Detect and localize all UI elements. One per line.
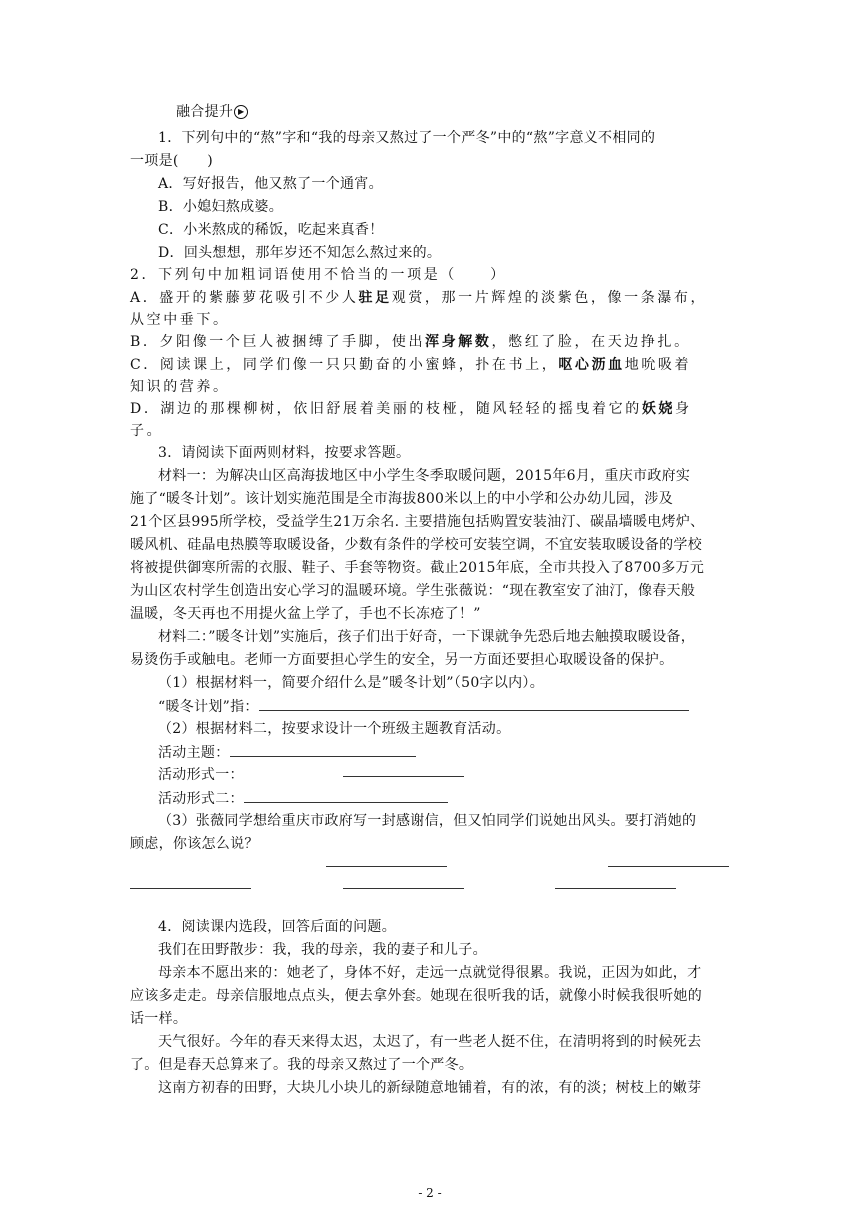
- activity-form1-label: 活动形式一：: [158, 767, 244, 783]
- q2-option-c-line2: 知识的营养。: [130, 379, 230, 395]
- q2-option-a-line1: [130, 288, 707, 308]
- q3-material2-line2: 易烫伤手或触电。老师一方面要担心学生的安全，另一方面还要担心取暖设备的保护。: [130, 652, 674, 668]
- q3-sub3-prompt-line1: （3）张薇同学想给重庆市政府写一封感谢信，但又怕同学们说她出风头。要打消她的: [158, 813, 697, 829]
- activity-form1-row: [158, 765, 244, 785]
- q2-b-text: B．夕阳像一个巨人被捆缚了手脚，使出: [130, 334, 426, 350]
- q2-b-bold-word: 浑身解数: [425, 334, 492, 350]
- q1-option-b: B．小媳妇熬成婆。: [158, 199, 283, 215]
- q2-a-text-rest: 观赏，那一片辉煌的淡紫色，像一条瀑布，: [391, 290, 708, 306]
- activity-topic-row: [158, 742, 416, 763]
- q3-sub1-answer-row: [158, 696, 689, 717]
- q2-option-d-line2: 子。: [130, 423, 164, 439]
- q4-passage-p2-line2: 应该多走走。母亲信服地点点头，便去拿外套。她现在很听我的话，就像小时候我很听她的: [130, 988, 702, 1004]
- q3-sub3-answer-blank-4[interactable]: [343, 888, 464, 889]
- activity-form2-label: 活动形式二：: [158, 791, 244, 807]
- q2-c-bold-word: 呕心沥血: [558, 357, 625, 373]
- q1-option-a: A．写好报告，他又熬了一个通宵。: [158, 176, 383, 192]
- q3-sub3-answer-blank-1[interactable]: [326, 866, 447, 867]
- q3-sub3-answer-blank-3[interactable]: [130, 888, 251, 889]
- q3-sub3-prompt-line2: 顾虑，你该怎么说？: [130, 836, 259, 852]
- q4-passage-p2-line1: 母亲本不愿出来的：她老了，身体不好，走远一点就觉得很累。我说，正因为如此，才: [158, 965, 702, 981]
- q3-material1-line6: 为山区农村学生创造出安心学习的温暖环境。学生张薇说：“现在教室安了油汀，像春天般: [130, 583, 696, 599]
- q4-passage-p3-line2: 了。但是春天总算来了。我的母亲又熬过了一个严冬。: [130, 1057, 474, 1073]
- activity-form1-blank[interactable]: [343, 776, 464, 777]
- q2-option-c-line1: [130, 355, 691, 375]
- q3-material1-line3: 21个区县995所学校，受益学生21万余名. 主要措施包括购置安装油汀、碳晶墙暖电烤炉、: [130, 514, 705, 530]
- q3-material2-line1: 材料二：”暖冬计划”实施后，孩子们出于好奇，一下课就争先恐后地去触摸取暖设备，: [158, 629, 696, 645]
- q2-c-text: C．阅读课上，同学们像一只只勤奋的小蜜蜂，扑在书上，: [130, 357, 559, 373]
- q1-option-c: C．小米熬成的稀饭，吃起来真香！: [158, 222, 384, 238]
- q3-stem: 3．请阅读下面两则材料，按要求答题。: [158, 445, 411, 461]
- q2-c-text-rest: 地吮吸着: [624, 357, 692, 373]
- q3-sub3-answer-blank-2[interactable]: [608, 866, 729, 867]
- section-title: 融合提升: [176, 104, 234, 120]
- activity-topic-blank[interactable]: [230, 742, 416, 757]
- q3-sub1-prompt: （1）根据材料一，简要介绍什么是”暖冬计划”（50字以内）。: [158, 675, 545, 691]
- q2-b-text-rest: ，憋红了脸，在天边挣扎。: [491, 334, 691, 350]
- q3-material1-line1: 材料一：为解决山区高海拔地区中小学生冬季取暖问题，2015年6月，重庆市政府实: [158, 468, 691, 484]
- q2-a-bold-word: 驻足: [358, 290, 392, 306]
- q1-option-d: D．回头想想，那年岁还不知怎么熬过来的。: [158, 245, 442, 261]
- section-heading: [176, 102, 248, 122]
- q2-d-bold-word: 妖娆: [641, 401, 676, 417]
- q1-stem-line2: 一项是( ): [130, 153, 214, 169]
- q3-material1-line5: 将被提供御寒所需的衣服、鞋子、手套等物资。截止2015年底，全市共投入了8700多万元: [130, 560, 705, 576]
- q4-passage-p1: 我们在田野散步：我，我的母亲，我的妻子和儿子。: [158, 942, 487, 958]
- q3-sub1-answer-blank[interactable]: [259, 696, 689, 711]
- q4-passage-p3-line1: 天气很好。今年的春天来得太迟，太迟了，有一些老人挺不住，在清明将到的时候死去: [158, 1034, 702, 1050]
- q4-stem: 4．阅读课内选段，回答后面的问题。: [158, 919, 397, 935]
- q2-stem: 2．下列句中加粗词语使用不恰当的一项是（ ）: [130, 267, 507, 283]
- activity-form2-row: [158, 788, 448, 809]
- activity-form2-blank[interactable]: [244, 788, 448, 803]
- play-circle-icon: ▶: [234, 105, 248, 119]
- q2-option-d-line1: [130, 399, 692, 419]
- q3-sub2-prompt: （2）根据材料二，按要求设计一个班级主题教育活动。: [158, 721, 511, 737]
- activity-topic-label: 活动主题：: [158, 745, 230, 761]
- q3-material1-line4: 暖风机、硅晶电热膜等取暖设备，少数有条件的学校可安装空调，不宜安装取暖设备的学校: [130, 537, 702, 553]
- q4-passage-p2-line3: 话一样。: [130, 1011, 188, 1027]
- q2-option-b: [130, 332, 691, 352]
- q3-sub1-label: “暖冬计划”指：: [158, 699, 259, 715]
- q2-a-text: A．盛开的紫藤萝花吸引不少人: [130, 290, 359, 306]
- q1-stem-line1: 1．下列句中的“熬”字和“我的母亲又熬过了一个严冬”中的“熬”字意义不相同的: [158, 130, 656, 146]
- q2-d-text: D．湖边的那棵柳树，依旧舒展着美丽的枝桠，随风轻轻的摇曳着它的: [130, 401, 642, 417]
- q2-option-a-line2: 从空中垂下。: [130, 312, 230, 328]
- q3-material1-line2: 施了“暖冬计划”。该计划实施范围是全市海拔800米以上的中小学和公办幼儿园，涉及: [130, 491, 674, 507]
- q4-passage-p4-line1: 这南方初春的田野，大块儿小块儿的新绿随意地铺着，有的浓，有的淡；树枝上的嫩芽: [158, 1080, 702, 1096]
- q3-material1-line7: 温暖，冬天再也不用提火盆上学了，手也不长冻疮了！”: [130, 606, 481, 622]
- page-number: - 2 -: [418, 1186, 442, 1200]
- q3-sub3-answer-blank-5[interactable]: [555, 888, 676, 889]
- q2-d-text-rest: 身: [675, 401, 692, 417]
